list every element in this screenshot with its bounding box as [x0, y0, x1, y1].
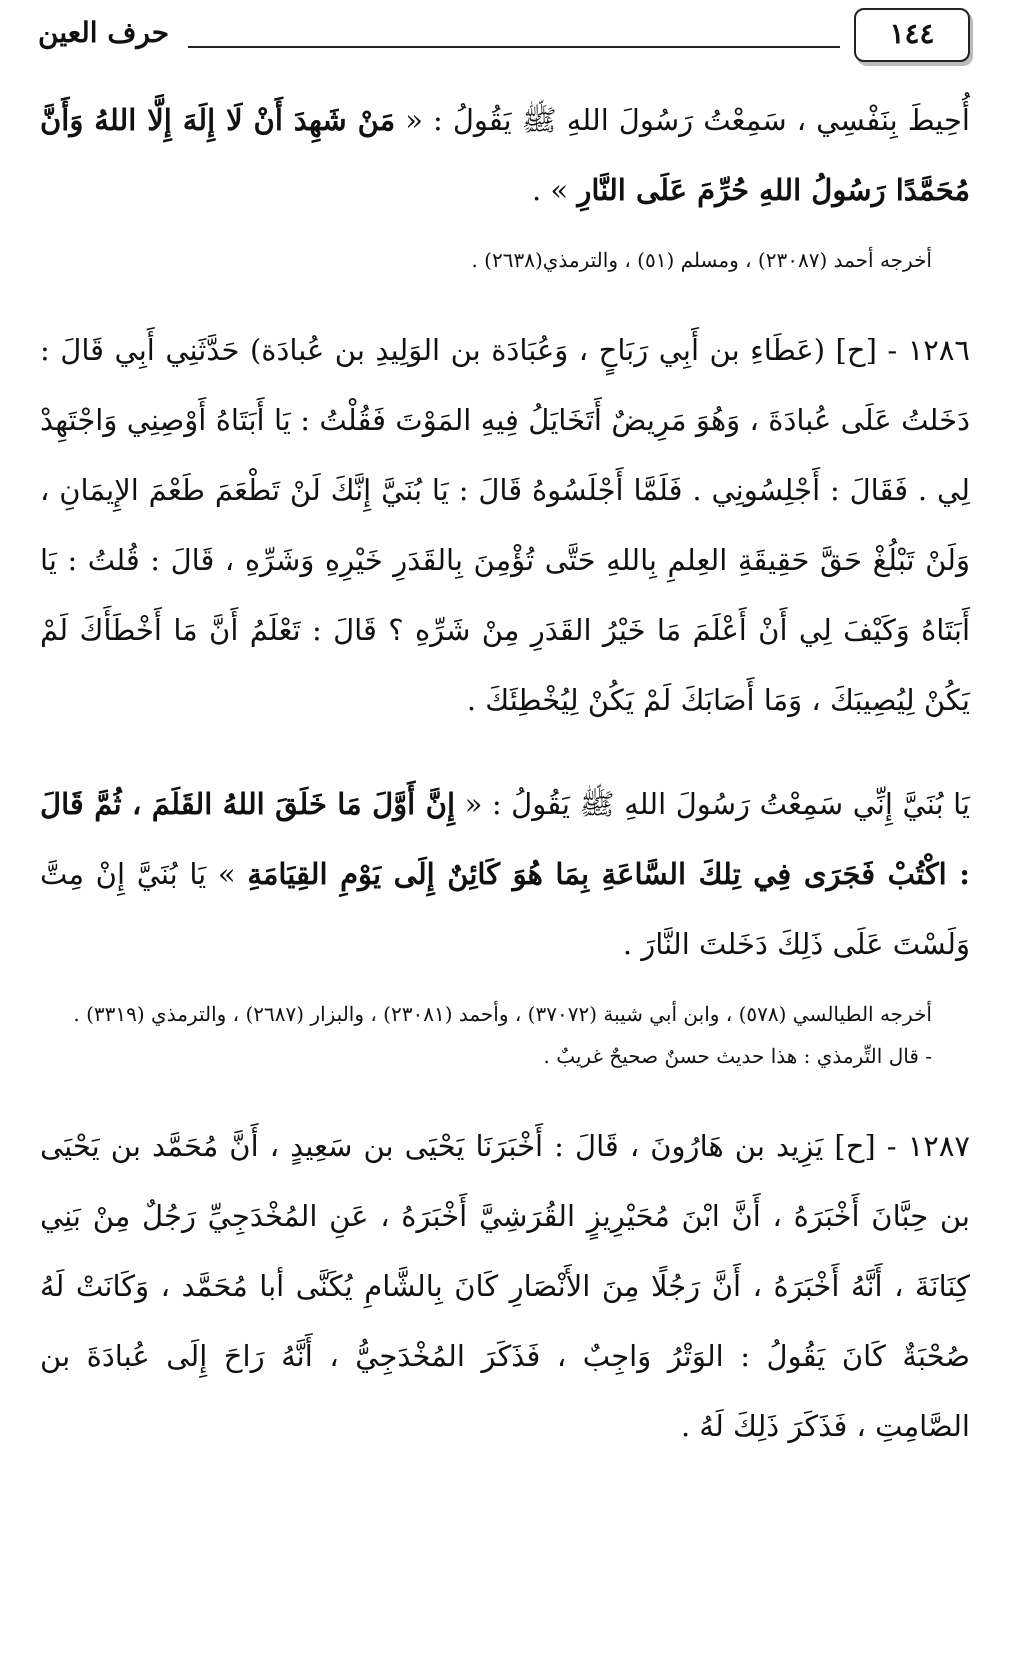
spacer	[40, 979, 970, 993]
page-header	[38, 8, 970, 66]
spacer	[40, 1077, 970, 1111]
para1-text-a: أُحِيطَ بِنَفْسِي ، سَمِعْتُ رَسُولَ اللهِ ﷺ يَقُولُ : «	[395, 103, 970, 137]
spacer	[40, 735, 970, 769]
header-rule	[188, 46, 840, 48]
page-body	[40, 85, 970, 1461]
para3-quote: إِنَّ أَوَّلَ مَا خَلَقَ اللهُ القَلَمَ ، ثُمَّ قَالَ : اكْتُبْ فَجَرَى فِي تِلكَ السَّاعَةِ بِمَا هُوَ كَائِنٌ إِلَى يَوْمِ القِيَامَةِ	[40, 787, 970, 891]
page-number-box: ١٤٤	[854, 8, 970, 62]
para1-quote: مَنْ شَهِدَ أَنْ لَا إِلَهَ إِلَّا اللهُ وَأَنَّ مُحَمَّدًا رَسُولُ اللهِ حُرِّمَ عَلَى النَّارِ	[40, 103, 970, 207]
hadith-1287: ١٢٨٧ - [ح] يَزِيد بن هَارُونَ ، قَالَ : أَخْبَرَنَا يَحْيَى بن سَعِيدٍ ، أَنَّ مُحَمَّد بن يَحْيَى بن حِبَّانَ أَخْبَرَهُ ، أَنَّ ابْنَ مُحَيْرِيزٍ القُرَشِيَّ أَخْبَرَهُ ، عَنِ المُخْدَجِيِّ رَجُلٌ مِنْ بَنِي كِنَانَةَ ، أَنَّهُ أَخْبَرَهُ ، أَنَّ رَجُلًا مِنَ الأَنْصَارِ كَانَ بِالشَّامِ يُكَنَّى أبا مُحَمَّد ، وَكَانَتْ لَهُ صُحْبَةٌ كَانَ يَقُولُ : الوَتْرُ وَاجِبٌ ، فَذَكَرَ المُخْدَجِيُّ ، أَنَّهُ رَاحَ إِلَى عُبادَةَ بن الصَّامِتِ ، فَذَكَرَ ذَلِكَ لَهُ .	[40, 1129, 970, 1443]
hadith-continuation	[40, 85, 970, 225]
para3-text-a: يَا بُنَيَّ إِنِّي سَمِعْتُ رَسُولَ اللهِ ﷺ يَقُولُ : «	[455, 787, 970, 821]
running-title: حرف العين	[38, 16, 170, 49]
para1-text-b: » .	[531, 173, 578, 207]
spacer	[40, 225, 970, 239]
takhrij-note-2: أخرجه الطيالسي (٥٧٨) ، وابن أبي شيبة (٣٧٠٧٢) ، وأحمد (٢٣٠٨١) ، والبزار (٢٦٨٧) ، والترمذي (٣٣١٩) .	[73, 1002, 932, 1026]
hadith-1286: ١٢٨٦ - [ح] (عَطَاءِ بن أَبِي رَبَاحٍ ، وَعُبَادَة بن الوَلِيدِ بن عُبادَة) حَدَّثَنِي أَبِي قَالَ : دَخَلتُ عَلَى عُبادَةَ ، وَهُوَ مَرِيضٌ أَتَخَايَلُ فِيهِ المَوْتَ فَقُلْتُ : يَا أَبَتَاهُ أَوْصِنِي وَاجْتَهِدْ لِي . فَقَالَ : أَجْلِسُونِي . فَلَمَّا أَجْلَسُوهُ قَالَ : يَا بُنَيَّ إِنَّكَ لَنْ تَطْعَمَ طَعْمَ الإِيمَانِ ، وَلَنْ تَبْلُغْ حَقَّ حَقِيقَةِ العِلمِ بِاللهِ حَتَّى تُؤْمِنَ بِالقَدَرِ خَيْرِهِ وَشَرِّهِ ، قَالَ : قُلتُ : يَا أَبَتَاهُ وَكَيْفَ لِي أَنْ أَعْلَمَ مَا خَيْرُ القَدَرِ مِنْ شَرِّهِ ؟ قَالَ : تَعْلَمُ أَنَّ مَا أَخْطَأَكَ لَمْ يَكُنْ لِيُصِيبَكَ ، وَمَا أَصَابَكَ لَمْ يَكُنْ لِيُخْطِئَكَ .	[40, 333, 970, 717]
para3-text-b: » يَا بُنَيَّ إِنْ مِتَّ وَلَسْتَ عَلَى ذَلِكَ دَخَلتَ النَّارَ .	[40, 857, 970, 961]
takhrij-note-1: أخرجه أحمد (٢٣٠٨٧) ، ومسلم (٥١) ، والترمذي(٢٦٣٨) .	[471, 248, 932, 272]
tirmidhi-grading: - قال التِّرمذي : هذا حديث حسنٌ صحيحٌ غريبٌ .	[543, 1044, 932, 1068]
hadith-1286-continued	[40, 769, 970, 979]
spacer	[40, 281, 970, 315]
